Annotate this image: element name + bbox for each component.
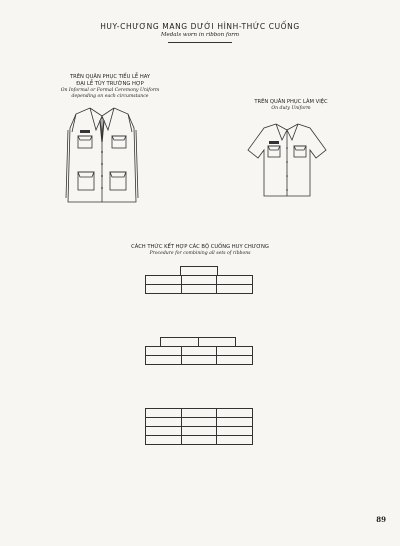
formal-jacket-illustration bbox=[62, 102, 142, 210]
ribbon-cell bbox=[146, 356, 182, 365]
ribbon-cell bbox=[146, 436, 182, 445]
ribbon-cell bbox=[217, 436, 253, 445]
ribbon-cell bbox=[146, 427, 182, 436]
ribbon-cell bbox=[217, 347, 253, 356]
ribbon-cell bbox=[181, 409, 217, 418]
left-caption-line1: TRÊN QUÂN PHỤC TIỂU LỄ HAY bbox=[69, 74, 151, 80]
duty-shirt-illustration bbox=[246, 118, 328, 200]
ribbon-set-2-rows bbox=[145, 346, 253, 365]
ribbon-set-3-rows bbox=[145, 408, 253, 445]
page-subtitle: Medals worn in ribbon form bbox=[160, 32, 240, 38]
ribbon-cell bbox=[181, 436, 217, 445]
page-number: 89 bbox=[376, 515, 386, 524]
ribbon-cell bbox=[181, 418, 217, 427]
ribbon-set-1-rows bbox=[145, 275, 253, 294]
ribbon-cell bbox=[146, 285, 182, 294]
ribbon-cell bbox=[217, 418, 253, 427]
title-underline bbox=[168, 42, 232, 43]
ribbon-cell bbox=[181, 285, 217, 294]
ribbon-cell bbox=[217, 409, 253, 418]
left-figure-caption bbox=[40, 74, 180, 100]
procedure-caption-vi: CÁCH THỨC KẾT HỢP CÁC BỘ CUỐNG HUY CHƯƠNG bbox=[131, 244, 269, 250]
left-caption-line2: ĐẠI LỄ TÙY TRƯỜNG HỢP bbox=[76, 81, 144, 87]
right-caption-en: On duty Uniform bbox=[271, 106, 311, 111]
right-caption-line1: TRÊN QUÂN PHỤC LÀM VIỆC bbox=[254, 99, 328, 105]
ribbon-cell bbox=[146, 418, 182, 427]
ribbon-cell bbox=[181, 347, 217, 356]
ribbon-cell bbox=[181, 276, 217, 285]
ribbon-cell bbox=[146, 409, 182, 418]
ribbon-cell bbox=[217, 356, 253, 365]
ribbon-cell bbox=[217, 285, 253, 294]
ribbon-cell bbox=[146, 347, 182, 356]
ribbon-cell bbox=[181, 427, 217, 436]
page-title: HUY-CHƯƠNG MANG DƯỚI HÌNH-THỨC CUỐNG bbox=[100, 22, 300, 31]
left-caption-en1: On Informal or Formal Ceremony Uniform bbox=[60, 88, 160, 93]
ribbon-cell bbox=[146, 276, 182, 285]
procedure-caption bbox=[80, 244, 320, 257]
right-figure-caption bbox=[232, 99, 350, 112]
ribbon-cell bbox=[217, 427, 253, 436]
left-caption-en2: depending on each circumstance bbox=[71, 94, 149, 99]
ribbon-cell bbox=[217, 276, 253, 285]
procedure-caption-en: Procedure for combining all sets of ribbons bbox=[149, 251, 251, 256]
ribbon-cell bbox=[181, 356, 217, 365]
